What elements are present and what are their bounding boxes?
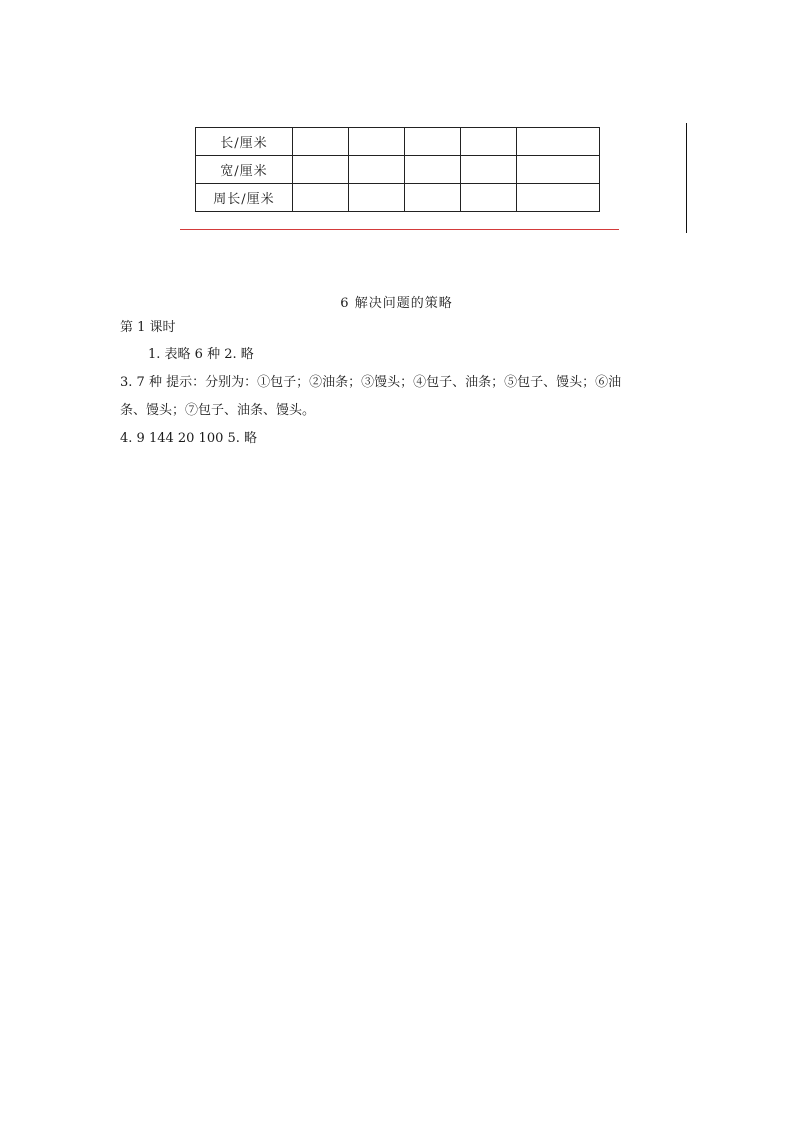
red-divider	[180, 229, 619, 230]
measurement-table	[195, 127, 600, 212]
table-cell	[517, 184, 600, 212]
row-label: 周长/厘米	[196, 184, 293, 212]
table-cell	[517, 128, 600, 156]
row-label: 宽/厘米	[196, 156, 293, 184]
table-row	[196, 128, 600, 156]
table-cell	[461, 156, 517, 184]
table-cell	[349, 156, 405, 184]
table-cell	[405, 128, 461, 156]
table-cell	[517, 156, 600, 184]
answer-line-4: 4. 9 144 20 100 5. 略	[120, 431, 258, 446]
table-row	[196, 184, 600, 212]
table-cell	[349, 128, 405, 156]
table-cell	[461, 184, 517, 212]
table-cell	[461, 128, 517, 156]
table-row	[196, 156, 600, 184]
lesson-label: 第 1 课时	[120, 320, 176, 335]
section-title: 6 解决问题的策略	[340, 296, 453, 311]
answer-line-3-continued: 条、馒头；⑦包子、油条、馒头。	[120, 403, 316, 418]
table-cell	[405, 156, 461, 184]
table-cell	[405, 184, 461, 212]
table-cell	[293, 184, 349, 212]
row-label: 长/厘米	[196, 128, 293, 156]
answer-line-3: 3. 7 种 提示：分别为：①包子；②油条；③馒头；④包子、油条；⑤包子、馒头；⑥油	[120, 375, 622, 390]
table-cell	[293, 128, 349, 156]
answer-line-1: 1. 表略 6 种 2. 略	[148, 347, 254, 362]
table-cell	[293, 156, 349, 184]
table-cell	[349, 184, 405, 212]
page-margin-rule	[686, 123, 687, 233]
